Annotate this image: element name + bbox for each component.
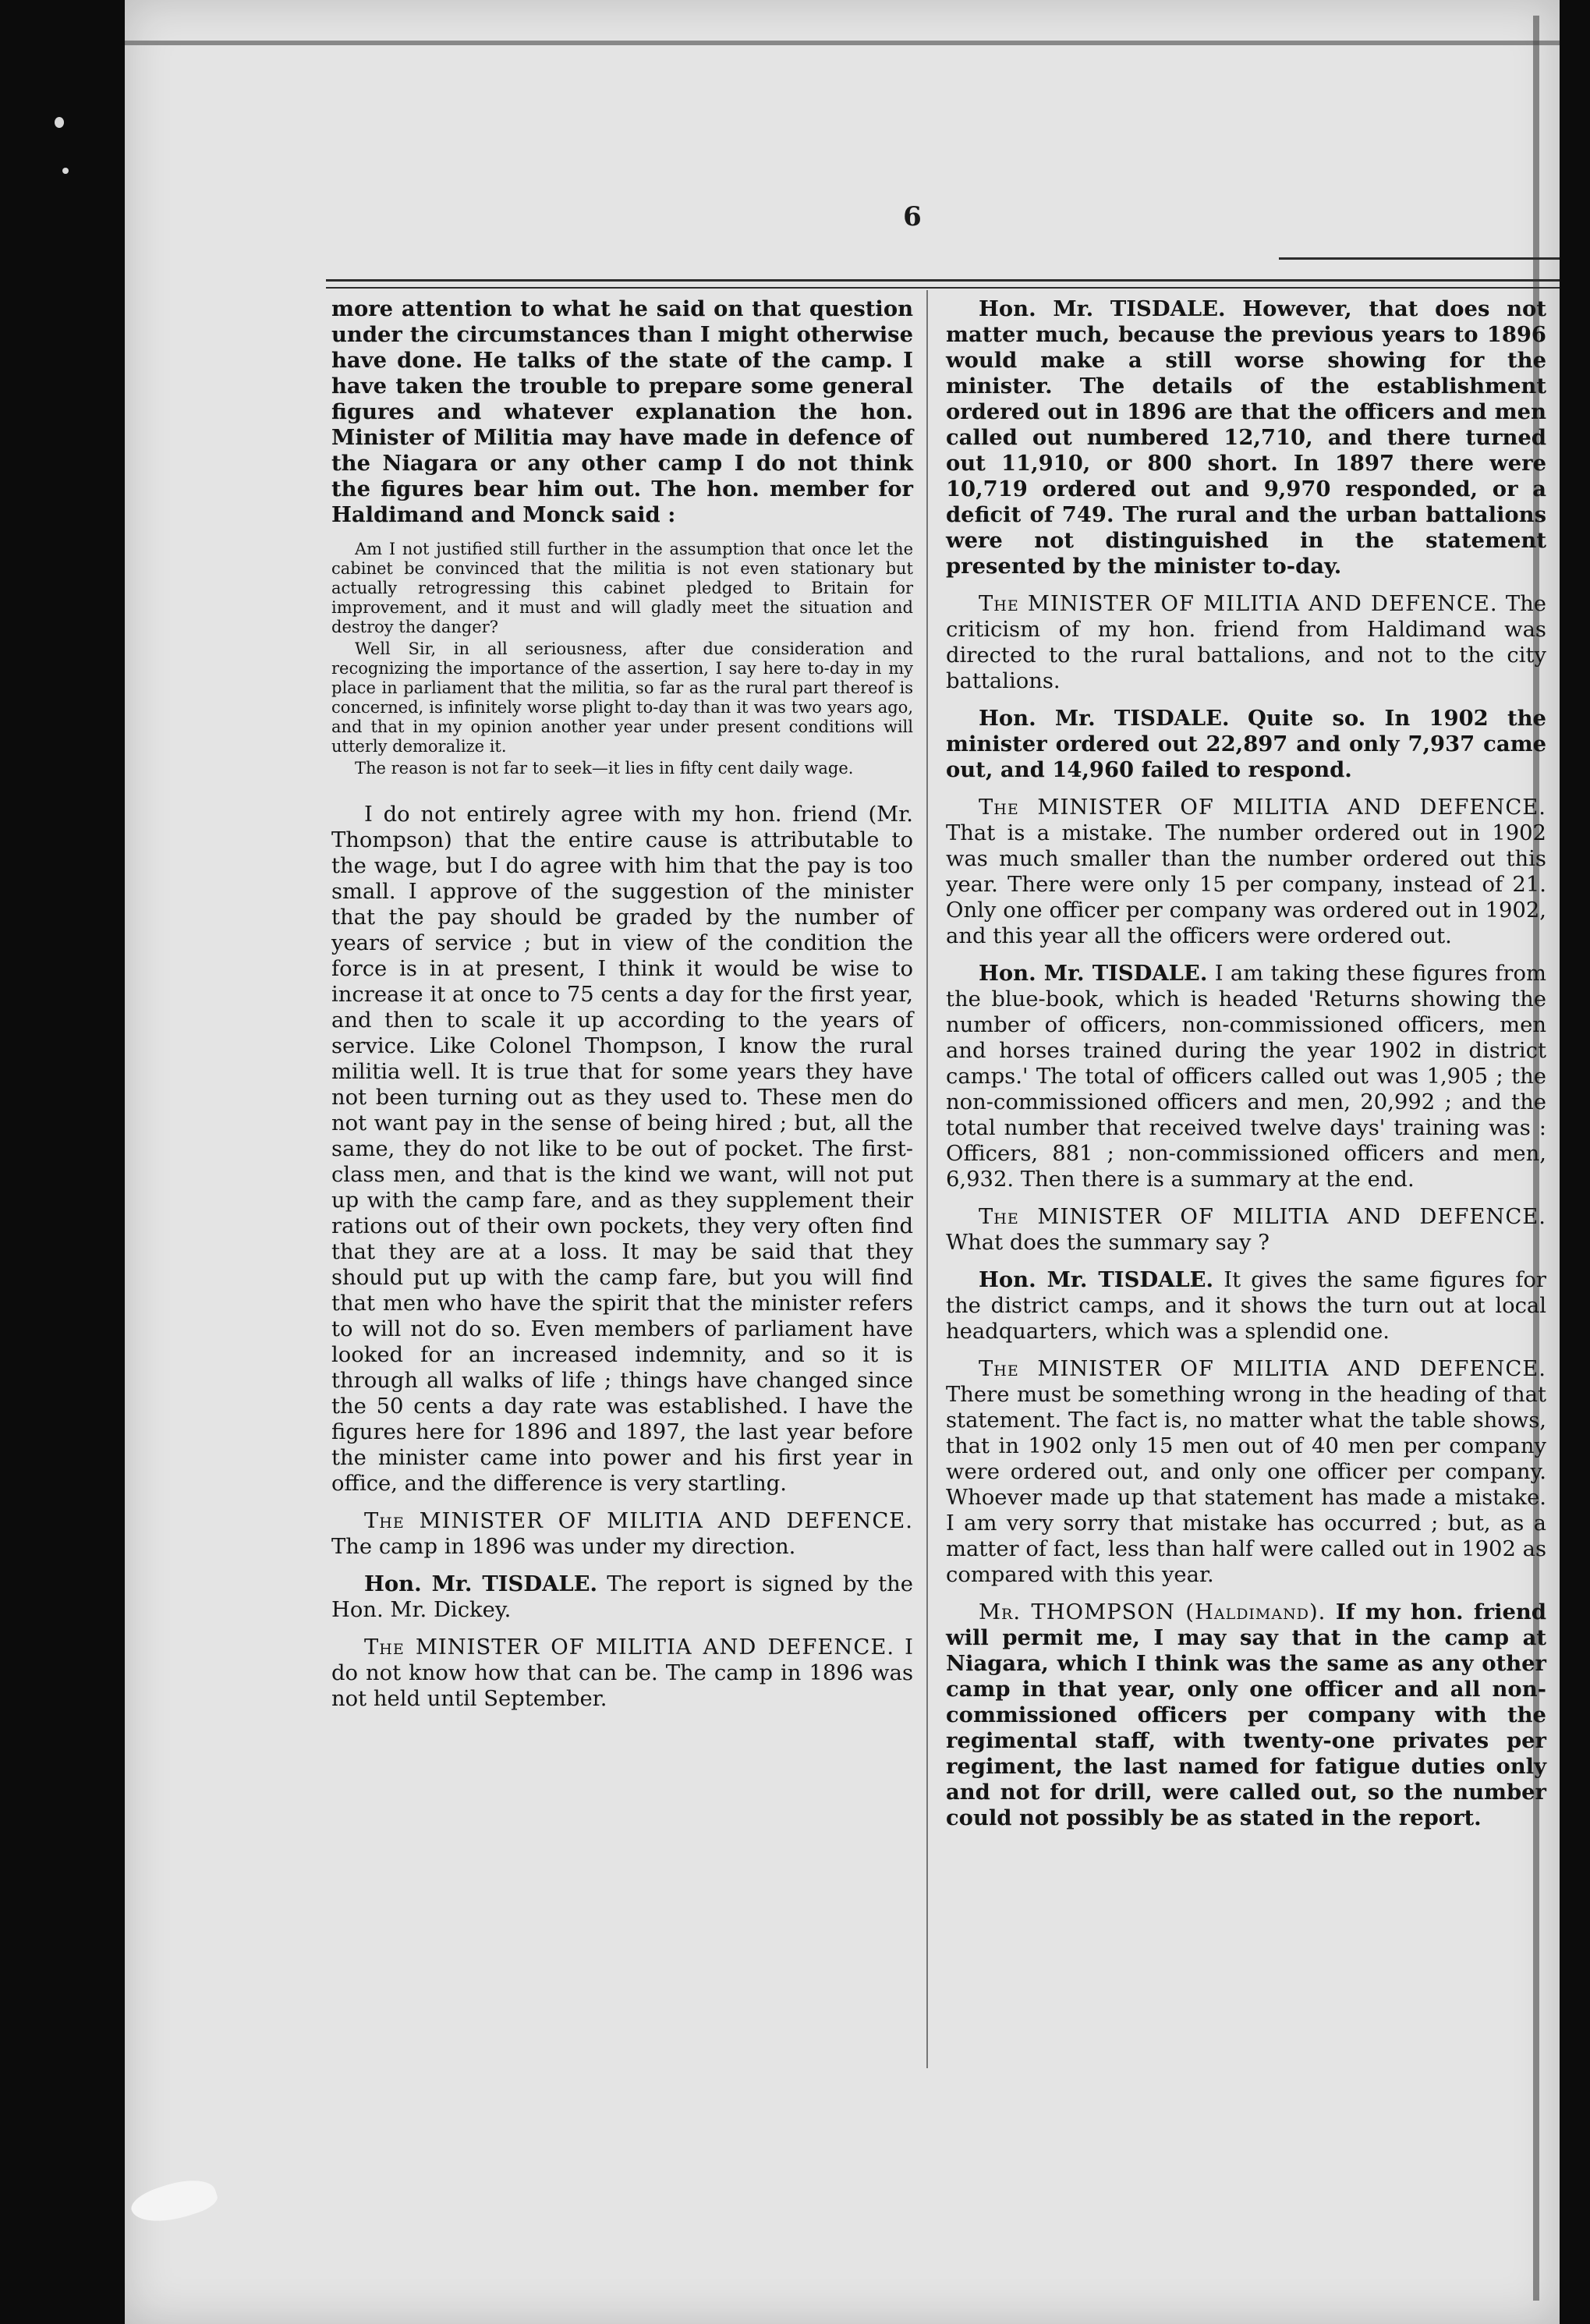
speech-paragraph	[946, 1356, 1546, 1588]
speaker-name: The MINISTER OF MILITIA AND DEFENCE.	[979, 795, 1546, 820]
left-column	[331, 296, 913, 1724]
speaker-name: The MINISTER OF MILITIA AND DEFENCE.	[979, 1357, 1546, 1381]
speech-text: It gives the same figures for the district camps, and it shows the turn out at local headquarters, which was a splendid one.	[946, 1268, 1546, 1344]
speech-text: There must be something wrong in the heading of that statement. The fact is, no matter what the table shows, that in 1902 only 15 men out of 40 men per company were ordered out, and only one officer per company. Whoever made up that statement has made a mistake. I am very sorry that mistake has occurred ; but, as a matter of fact, less than half were called out in 1902 as compared with this year.	[946, 1383, 1546, 1587]
speech-paragraph	[331, 1508, 913, 1560]
speech-paragraph	[946, 1600, 1546, 1831]
speech-paragraph	[331, 1635, 913, 1712]
speech-paragraph	[946, 296, 1546, 579]
quotation-paragraph: Am I not justified still further in the assumption that once let the cabinet be convinced that the militia is not even stationary but actually retrogressing this cabinet pledged to Britain for improvement, and it must and will gladly meet the situation and destroy the danger?	[331, 540, 913, 636]
speech-paragraph	[946, 1267, 1546, 1344]
speaker-name: The MINISTER OF MILITIA AND DEFENCE.	[364, 1509, 913, 1533]
page-top-edge	[125, 41, 1560, 45]
speaker-name: The MINISTER OF MILITIA AND DEFENCE.	[979, 592, 1498, 616]
speech-paragraph	[331, 1571, 913, 1623]
speech-paragraph	[946, 591, 1546, 694]
speech-text: If my hon. friend will permit me, I may say that in the camp at Niagara, which I think was the same as any other camp in that year, only one officer and all non-commissioned officers per company with the regimental staff, with twenty-one privates per regiment, the last named for fatigue duties only and not for drill, were called out, so the number could not possibly be as stated in the report.	[946, 1600, 1546, 1830]
speech-paragraph	[946, 706, 1546, 783]
column-divider	[926, 290, 928, 2068]
speech-text: What does the summary say ?	[946, 1231, 1270, 1255]
speech-text: The criticism of my hon. friend from Haldimand was directed to the rural battalions, and not to the city battalions.	[946, 592, 1546, 693]
speech-text: That is a mistake. The number ordered out in 1902 was much smaller than the number ordered out this year. There were only 15 per company, instead of 21. Only one officer per company was ordered out in 1902, and this year all the officers were ordered out.	[946, 821, 1546, 948]
page-number: 6	[903, 201, 922, 232]
speaker-name: Hon. Mr. TISDALE.	[979, 961, 1208, 986]
speaker-name: Mr. THOMPSON (Haldimand).	[979, 1600, 1326, 1624]
speaker-name: Hon. Mr. TISDALE.	[979, 706, 1230, 731]
paragraph: I do not entirely agree with my hon. friend (Mr. Thompson) that the entire cause is attributable to the wage, but I do agree with him that the pay is too small. I approve of the suggestion of the minister that the pay should be graded by the number of years of service ; but in view of the condition the force is in at present, I think it would be wise to increase it at once to 75 cents a day for the first year, and then to scale it up according to the years of service. Like Colonel Thompson, I know the rural militia well. It is true that for some years they have not been turning out as they used to. These men do not want pay in the sense of being hired ; but, all the same, they do not like to be out of pocket. The first-class men, and that is the kind we want, will not put up with the camp fare, and as they supplement their rations out of their own pockets, they very often find that they are at a loss. It may be said that they should put up with the camp fare, but you will find that men who have the spirit that the minister refers to will not do so. Even members of parliament have looked for an increased indemnity, and so it is through all walks of life ; things have changed since the 50 cents a day rate was established. I have the figures here for 1896 and 1897, the last year before the minister came into power and his first year in office, and the difference is very startling.	[331, 802, 913, 1496]
right-column	[946, 296, 1546, 1843]
header-rule-short	[1279, 257, 1560, 260]
speech-text: However, that does not matter much, because the previous years to 1896 would make a still worse showing for the minister. The details of the establishment ordered out in 1896 are that the officers and men called out numbered 12,710, and there turned out 11,910, or 800 short. In 1897 there were 10,719 ordered out and 9,970 responded, or a deficit of 749. The rural and the urban battalions were not distinguished in the statement presented by the minister to-day.	[946, 296, 1546, 579]
paper-speck	[55, 117, 64, 128]
speaker-name: Hon. Mr. TISDALE.	[979, 1267, 1214, 1292]
speech-text: I do not know how that can be. The camp in 1896 was not held until September.	[331, 1635, 913, 1711]
newspaper-page	[125, 0, 1560, 2324]
speech-paragraph	[946, 961, 1546, 1192]
paper-speck	[62, 168, 69, 174]
speech-text: The report is signed by the Hon. Mr. Dickey.	[331, 1572, 913, 1622]
speaker-name: The MINISTER OF MILITIA AND DEFENCE.	[979, 1205, 1546, 1229]
paragraph-continued: more attention to what he said on that question under the circumstances than I might otherwise have done. He talks of the state of the camp. I have taken the trouble to prepare some general figures and whatever explanation the hon. Minister of Militia may have made in defence of the Niagara or any other camp I do not think the figures bear him out. The hon. member for Haldimand and Monck said :	[331, 296, 913, 527]
header-rule-bottom	[326, 287, 1560, 289]
speech-text: The camp in 1896 was under my direction.	[331, 1535, 796, 1559]
speech-text: I am taking these figures from the blue-book, which is headed 'Returns showing the number of officers, non-commissioned officers, men and horses trained during the year 1902 in district camps.' The total of officers called out was 1,905 ; the non-commissioned officers and men, 20,992 ; and the total number that received twelve days' training was : Officers, 881 ; non-commissioned officers and men, 6,932. Then there is a summary at the end.	[946, 962, 1546, 1192]
speaker-name: The MINISTER OF MILITIA AND DEFENCE.	[364, 1635, 895, 1660]
speech-paragraph	[946, 795, 1546, 949]
speaker-name: Hon. Mr. TISDALE.	[364, 1571, 598, 1596]
quotation-paragraph: Well Sir, in all seriousness, after due consideration and recognizing the importance of the assertion, I say here to-day in my place in parliament that the militia, so far as the rural part thereof is concerned, is infinitely worse plight to-day than it was two years ago, and that in my opinion another year under present conditions will utterly demoralize it.	[331, 639, 913, 756]
speaker-name: Hon. Mr. TISDALE.	[979, 296, 1226, 321]
header-rule-top	[326, 279, 1560, 282]
speech-text: Quite so. In 1902 the minister ordered out 22,897 and only 7,937 came out, and 14,960 failed to respond.	[946, 706, 1546, 782]
speech-paragraph	[946, 1204, 1546, 1256]
quotation-paragraph: The reason is not far to seek—it lies in fifty cent daily wage.	[355, 759, 854, 778]
